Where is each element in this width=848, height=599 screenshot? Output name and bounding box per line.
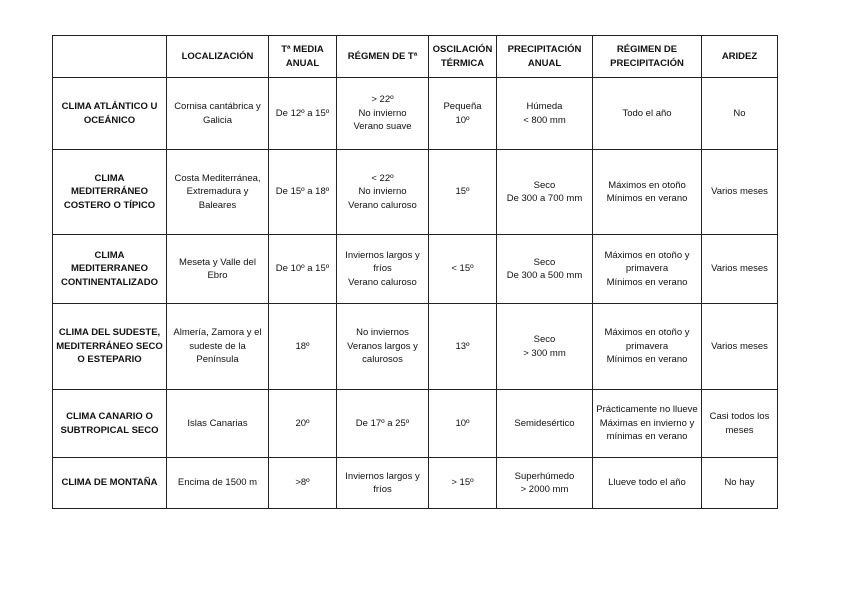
localizacion-cell: Costa Mediterránea, Extremadura y Baleares — [167, 150, 269, 235]
localizacion-cell: Almería, Zamora y el sudeste de la Península — [167, 304, 269, 390]
cell-line: Prácticamente no llueve — [596, 404, 698, 416]
regimen-precip-cell — [593, 390, 702, 458]
cell-line: Pequeña — [443, 101, 482, 112]
cell-line: Seco — [533, 334, 556, 345]
temp-media-cell: 20º — [269, 390, 337, 458]
cell-line: > 300 mm — [523, 347, 566, 359]
header-localizacion: LOCALIZACIÓN — [167, 36, 269, 78]
temp-media-cell: De 10º a 15º — [269, 235, 337, 304]
regimen-temp-cell — [337, 78, 429, 150]
climate-name-cell: CLIMA ATLÁNTICO U OCEÁNICO — [53, 78, 167, 150]
header-regimen-temp: RÉGMEN DE Tª — [337, 36, 429, 78]
localizacion-cell: Meseta y Valle del Ebro — [167, 235, 269, 304]
aridez-cell: Casi todos los meses — [702, 390, 778, 458]
aridez-cell: No hay — [702, 458, 778, 509]
table-row — [53, 458, 778, 509]
oscilacion-cell — [429, 78, 497, 150]
cell-line: No invierno — [358, 186, 407, 198]
table-row — [53, 150, 778, 235]
cell-line: Mínimos en verano — [606, 193, 688, 204]
cell-line: > 15º — [451, 477, 474, 489]
cell-line: > 22º — [371, 94, 394, 106]
cell-line: De 300 a 700 mm — [506, 193, 583, 204]
oscilacion-cell — [429, 390, 497, 458]
table-row — [53, 235, 778, 304]
regimen-temp-cell — [337, 458, 429, 509]
regimen-temp-cell — [337, 235, 429, 304]
climate-name-cell: CLIMA MEDITERRANEO CONTINENTALIZADO — [53, 235, 167, 304]
header-aridez: ARIDEZ — [702, 36, 778, 78]
temp-media-cell: De 12º a 15º — [269, 78, 337, 150]
regimen-precip-cell — [593, 150, 702, 235]
cell-line: Inviernos largos y fríos — [345, 249, 420, 275]
cell-line: Verano suave — [353, 121, 412, 133]
temp-media-cell: >8º — [269, 458, 337, 509]
cell-line: < 800 mm — [523, 114, 566, 126]
table-row — [53, 390, 778, 458]
temp-media-cell: 18º — [269, 304, 337, 390]
aridez-cell: Varios meses — [702, 304, 778, 390]
regimen-precip-cell — [593, 458, 702, 509]
precipitacion-cell — [497, 150, 593, 235]
oscilacion-cell — [429, 235, 497, 304]
cell-line: Seco — [533, 179, 556, 191]
cell-line: Seco — [533, 256, 556, 268]
cell-line: Máximos en otoño y primavera — [604, 327, 690, 352]
cell-line: No invierno — [358, 107, 407, 119]
header-row — [53, 36, 778, 78]
cell-line: Máximos en otoño — [608, 179, 686, 191]
regimen-temp-cell — [337, 390, 429, 458]
cell-line: Superhúmedo — [514, 470, 575, 482]
precipitacion-cell — [497, 390, 593, 458]
cell-line: Verano caluroso — [348, 276, 417, 288]
cell-line: Todo el año — [622, 107, 672, 119]
header-precipitacion: PRECIPITACIÓN ANUAL — [497, 36, 593, 78]
precipitacion-cell — [497, 235, 593, 304]
cell-line: Mínimos en verano — [606, 354, 688, 366]
cell-line: De 300 a 500 mm — [506, 270, 583, 281]
header-temp-media: Tª MEDIA ANUAL — [269, 36, 337, 78]
cell-line: Máximos en otoño y primavera — [604, 249, 690, 275]
localizacion-cell: Cornisa cantábrica y Galicia — [167, 78, 269, 150]
regimen-precip-cell — [593, 235, 702, 304]
cell-line: Máximas en invierno y mínimas en verano — [599, 417, 695, 443]
header-empty — [53, 36, 167, 78]
cell-line: Inviernos largos y fríos — [345, 470, 420, 495]
climate-name-cell: CLIMA MEDITERRÁNEO COSTERO O TÍPICO — [53, 150, 167, 235]
cell-line: 10º — [455, 114, 470, 126]
regimen-precip-cell — [593, 78, 702, 150]
cell-line: 10º — [455, 417, 470, 429]
cell-line: < 15º — [451, 263, 474, 275]
header-regimen-precip: RÉGIMEN DE PRECIPITACIÓN — [593, 36, 702, 78]
climate-name-cell: CLIMA CANARIO O SUBTROPICAL SECO — [53, 390, 167, 458]
climate-name-cell: CLIMA DEL SUDESTE, MEDITERRÁNEO SECO O ESTEPARIO — [53, 304, 167, 390]
cell-line: Húmeda — [526, 101, 563, 112]
temp-media-cell: De 15º a 18º — [269, 150, 337, 235]
regimen-temp-cell — [337, 150, 429, 235]
oscilacion-cell — [429, 458, 497, 509]
precipitacion-cell — [497, 304, 593, 390]
climate-name-cell: CLIMA DE MONTAÑA — [53, 458, 167, 509]
cell-line: 15º — [455, 186, 470, 198]
aridez-cell: Varios meses — [702, 150, 778, 235]
cell-line: 13º — [455, 340, 470, 352]
cell-line: Veranos largos y calurosos — [347, 340, 418, 366]
precipitacion-cell — [497, 78, 593, 150]
localizacion-cell: Islas Canarias — [167, 390, 269, 458]
oscilacion-cell — [429, 304, 497, 390]
cell-line: Semidesértico — [514, 417, 575, 429]
cell-line: Mínimos en verano — [606, 276, 688, 288]
climate-table — [52, 35, 778, 509]
cell-line: > 2000 mm — [520, 484, 569, 495]
cell-line: De 17º a 25º — [355, 417, 410, 429]
cell-line: Verano caluroso — [348, 199, 417, 211]
table-row — [53, 304, 778, 390]
oscilacion-cell — [429, 150, 497, 235]
regimen-temp-cell — [337, 304, 429, 390]
regimen-precip-cell — [593, 304, 702, 390]
localizacion-cell: Encima de 1500 m — [167, 458, 269, 509]
aridez-cell: Varios meses — [702, 235, 778, 304]
aridez-cell: No — [702, 78, 778, 150]
header-oscilacion: OSCILACIÓN TÉRMICA — [429, 36, 497, 78]
cell-line: No inviernos — [356, 327, 409, 339]
table-row — [53, 78, 778, 150]
precipitacion-cell — [497, 458, 593, 509]
cell-line: < 22º — [371, 172, 394, 184]
cell-line: Llueve todo el año — [608, 477, 686, 489]
